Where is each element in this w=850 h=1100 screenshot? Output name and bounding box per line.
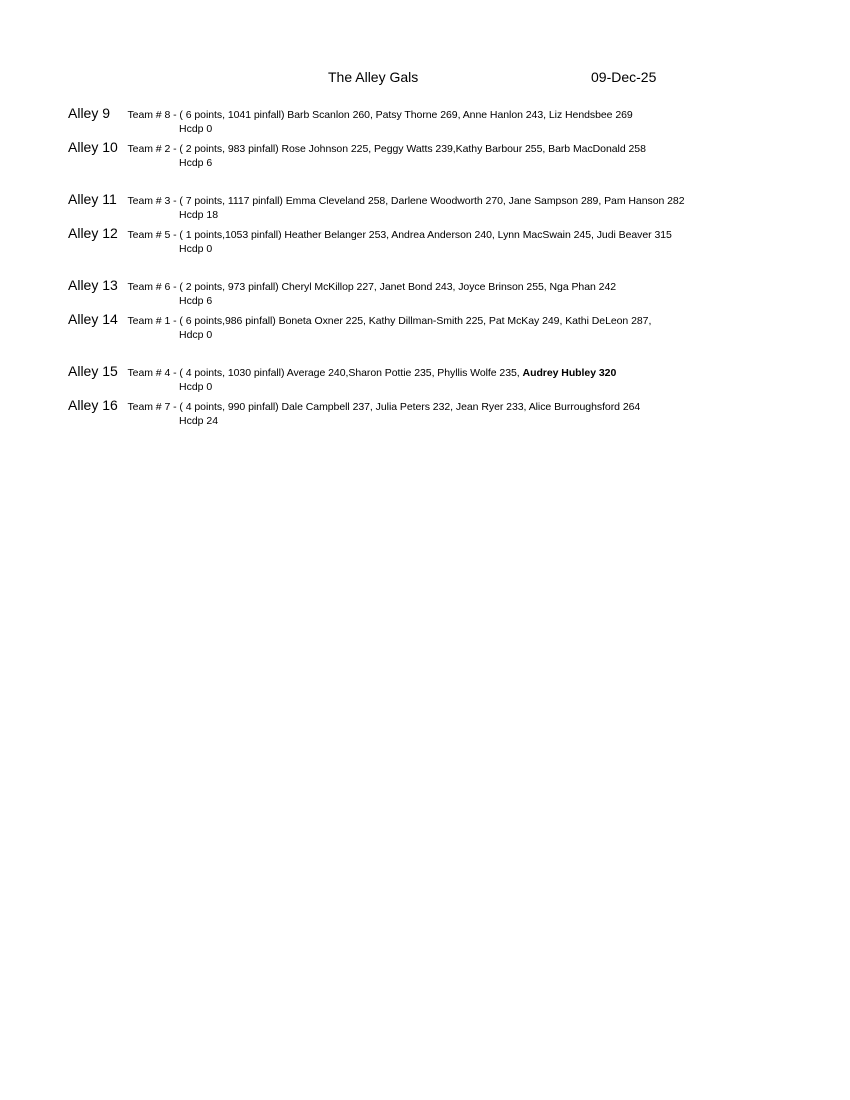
alley-entry [68, 276, 838, 308]
alley-label: Alley 13 [68, 277, 118, 293]
alley-label: Alley 14 [68, 311, 118, 327]
alley-entry [68, 224, 838, 256]
team-result: Team # 5 - ( 1 points,1053 pinfall) Heather Belanger 253, Andrea Anderson 240, Lynn MacSwain 245, Judi Beaver 315 [127, 229, 672, 241]
alley-label: Alley 16 [68, 397, 118, 413]
alley-label: Alley 12 [68, 225, 118, 241]
team-result [127, 367, 616, 379]
alley-label: Alley 11 [68, 191, 117, 207]
alley-entry [68, 362, 838, 394]
top-bowler-highlight: Audrey Hubley 320 [522, 367, 617, 379]
alley-label: Alley 10 [68, 139, 118, 155]
handicap-label: Hcdp 0 [179, 381, 213, 393]
team-result: Team # 7 - ( 4 points, 990 pinfall) Dale Campbell 237, Julia Peters 232, Jean Ryer 233, Alice Burroughsford 264 [127, 401, 641, 413]
document-date: 09-Dec-25 [591, 69, 657, 85]
alley-entry [68, 138, 838, 170]
alley-label: Alley 9 [68, 105, 111, 121]
alley-entry [68, 310, 838, 342]
team-result-text: Team # 4 - ( 4 points, 1030 pinfall) Average 240,Sharon Pottie 235, Phyllis Wolfe 235, [127, 367, 523, 379]
handicap-label: Hcdp 6 [179, 157, 213, 169]
handicap-label: Hcdp 18 [179, 209, 219, 221]
handicap-label: Hdcp 0 [179, 329, 213, 341]
handicap-label: Hcdp 0 [179, 243, 213, 255]
alley-entry [68, 396, 838, 428]
handicap-label: Hcdp 0 [179, 123, 213, 135]
handicap-label: Hcdp 6 [179, 295, 213, 307]
team-result: Team # 8 - ( 6 points, 1041 pinfall) Barb Scanlon 260, Patsy Thorne 269, Anne Hanlon 243, Liz Hendsbee 269 [127, 109, 633, 121]
alley-label: Alley 15 [68, 363, 118, 379]
handicap-label: Hcdp 24 [179, 415, 219, 427]
document-title: The Alley Gals [328, 69, 419, 85]
team-result: Team # 2 - ( 2 points, 983 pinfall) Rose Johnson 225, Peggy Watts 239,Kathy Barbour 255, Barb MacDonald 258 [127, 143, 646, 155]
team-result: Team # 3 - ( 7 points, 1117 pinfall) Emma Cleveland 258, Darlene Woodworth 270, Jane Sampson 289, Pam Hanson 282 [127, 195, 685, 207]
team-result: Team # 1 - ( 6 points,986 pinfall) Boneta Oxner 225, Kathy Dillman-Smith 225, Pat McKay 249, Kathi DeLeon 287, [127, 315, 652, 327]
team-result: Team # 6 - ( 2 points, 973 pinfall) Cheryl McKillop 227, Janet Bond 243, Joyce Brinson 255, Nga Phan 242 [127, 281, 617, 293]
alley-entry [68, 190, 838, 222]
alley-entry [68, 104, 838, 136]
